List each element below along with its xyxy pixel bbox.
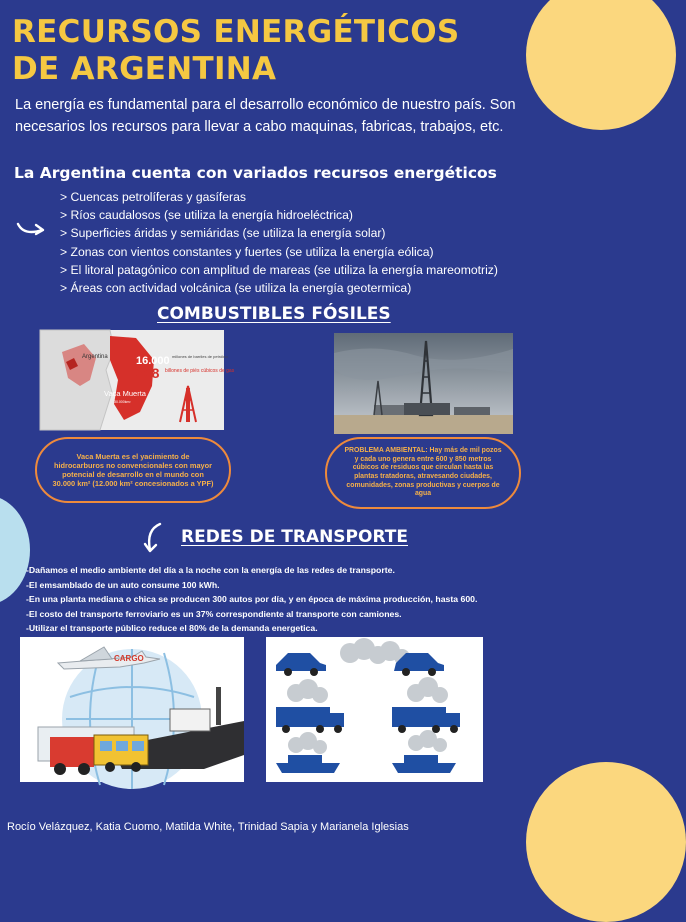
map-region-label: Argentina [82,354,108,360]
cargo-label: CARGO [114,654,144,663]
vaca-muerta-note: Vaca Muerta es el yacimiento de hidrocarburos no convencionales con mayor potencial de desarrollo en el mundo con 30.000 km² (12.000 km² concesionados a YPF) [35,437,231,503]
resource-item: > Ríos caudalosos (se utiliza la energía hidroeléctrica) [60,208,353,223]
title-line-2: DE ARGENTINA [12,51,277,87]
decorative-circle-bottom-right [526,762,686,922]
intro-paragraph: La energía es fundamental para el desarrollo económico de nuestro país. Son necesarios los recursos para llevar a cabo maquinas, fabricas, trabajos, etc. [15,97,516,135]
curved-arrow-icon [14,218,50,240]
transport-networks-title: REDES DE TRANSPORTE [181,527,408,547]
resource-item: > El litoral patagónico con amplitud de mareas (se utiliza la energía mareomotriz) [60,262,498,277]
decorative-circle-top-right [526,0,676,130]
vaca-muerta-map-image [40,330,235,430]
map-area-label: Vaca Muerta [104,389,146,398]
transport-fact: -Utilizar el transporte público reduce el 80% de la demanda energetica. [26,623,318,634]
transport-fact: -El costo del transporte ferroviario es un 37% correspondiente al transporte con camiones. [26,608,402,619]
page-title [12,14,532,88]
map-stat2-value: 308 [136,365,160,381]
resource-item: > Cuencas petrolíferas y gasíferas [60,190,246,204]
resource-item: > Zonas con vientos constantes y fuertes (se utiliza la energía eólica) [60,244,434,259]
cargo-transport-image [20,637,244,782]
resource-item: > Superficies áridas y semiáridas (se utiliza la energía solar) [60,226,386,241]
authors-footer: Rocío Velázquez, Katia Cuomo, Matilda White, Trinidad Sapia y Marianela Iglesias [7,821,409,833]
resource-item: > Áreas con actividad volcánica (se utiliza la energía geotermica) [60,281,412,296]
resources-list [60,188,560,297]
transport-fact: -Dañamos el medio ambiente del día a la noche con la energía de las redes de transporte. [26,565,395,575]
map-stat1-text: millones de barriles de petróleo [172,354,228,359]
map-stat1-value: 16.000 [136,355,170,367]
fossil-fuels-title: COMBUSTIBLES FÓSILES [157,304,391,324]
resources-heading: La Argentina cuenta con variados recursos energéticos [14,164,497,182]
transport-emissions-image [266,637,483,782]
drilling-rig-image [334,333,513,434]
map-area-sub: 30.000km² [114,400,131,404]
environmental-problem-note: PROBLEMA AMBIENTAL: Hay más de mil pozos y cada uno genera entre 600 y 850 metros cúbicos de residuos que circulan hasta las plantas tratadoras, atravesando ciudades, comunidades, zonas productivas y cuerpos de agua [325,437,521,509]
transport-facts-list [26,563,586,636]
curved-down-arrow-icon [142,520,166,556]
transport-fact: -En una planta mediana o chica se producen 300 autos por día, y en época de máxima producción, hasta 600. [26,594,478,605]
map-stat2-text: billones de piés cúbicos de gas [165,368,235,374]
transport-fact: -El emsamblado de un auto consume 100 kWh. [26,579,220,590]
title-line-1: RECURSOS ENERGÉTICOS [12,14,460,50]
